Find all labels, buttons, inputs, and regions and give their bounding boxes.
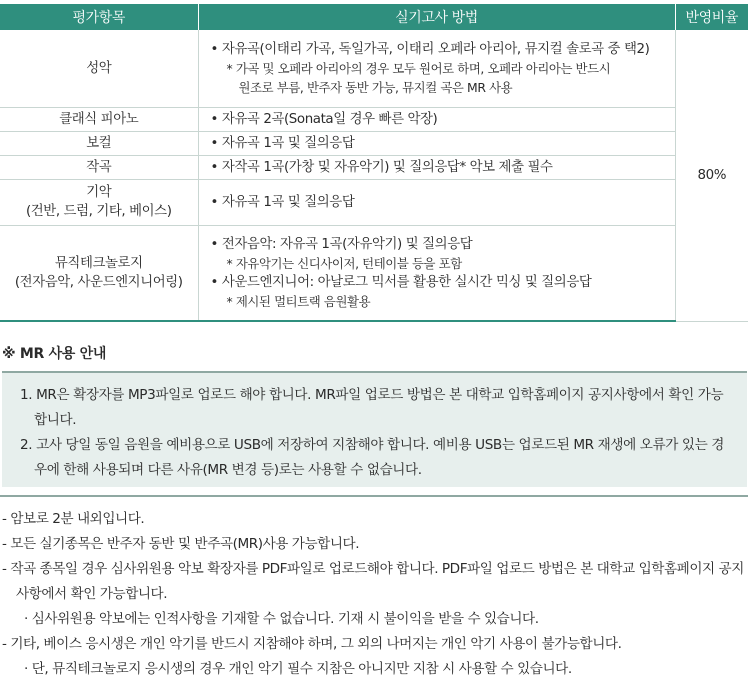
table-row xyxy=(0,155,748,179)
row-method xyxy=(198,179,675,225)
row-item: 기악 (건반, 드럼, 기타, 베이스) xyxy=(0,179,198,225)
divider xyxy=(0,495,748,497)
row-method xyxy=(198,107,675,131)
row-method xyxy=(198,225,675,321)
row-item: 클래식 피아노 xyxy=(0,107,198,131)
method-note: * 자유악기는 신디사이저, 턴테이블 등을 포함 xyxy=(226,255,462,271)
table-row xyxy=(0,107,748,131)
method-line: • 사운드엔지니어: 아날로그 믹서를 활용한 실시간 믹싱 및 질의응답 xyxy=(210,274,592,290)
table-row xyxy=(0,131,748,155)
table-header-row xyxy=(0,4,748,30)
method-line: • 자유곡(이태리 가곡, 독일가곡, 이태리 오페라 아리아, 뮤지컬 솔로곡 중 택2) xyxy=(210,41,650,57)
table-row xyxy=(0,225,748,321)
header-method: 실기고사 방법 xyxy=(198,4,675,30)
method-note: * 가곡 및 오페라 아리아의 경우 모두 원어로 하며, 오페라 아리아는 반드시 xyxy=(226,60,611,76)
rate-value: 80% xyxy=(675,30,748,321)
rule-subitem: · 심사위원용 악보에는 인적사항을 기재할 수 없습니다. 기재 시 불이익을 받을 수 있습니다. xyxy=(24,611,539,627)
row-item: 성악 xyxy=(0,30,198,107)
method-note: * 제시된 멀티트랙 음원활용 xyxy=(226,293,371,309)
header-item: 평가항목 xyxy=(0,4,198,30)
row-method xyxy=(198,30,675,107)
mr-notice-title: ※ MR 사용 안내 xyxy=(2,346,107,362)
mr-notice-box xyxy=(2,371,747,487)
evaluation-table xyxy=(0,4,748,322)
rules-list xyxy=(2,507,748,682)
method-line: • 전자음악: 자유곡 1곡(자유악기) 및 질의응답 xyxy=(210,236,473,252)
header-rate: 반영비율 xyxy=(675,4,748,30)
rule-item: - 모든 실기종목은 반주자 동반 및 반주곡(MR)사용 가능합니다. xyxy=(2,536,360,552)
rule-item: - 작곡 종목일 경우 심사위원용 악보 확장자를 PDF파일로 업로드해야 합니다. PDF파일 업로드 방법은 본 대학교 입학홈페이지 공지사항에서 확인 가능합니다. xyxy=(2,561,744,602)
method-note: 원조로 부름, 반주자 동반 가능, 뮤지컬 곡은 MR 사용 xyxy=(238,79,513,95)
rule-subitem: · 단, 뮤직테크놀로지 응시생의 경우 개인 악기 필수 지참은 아니지만 지참 시 사용할 수 있습니다. xyxy=(24,661,572,677)
mr-notice-item: 2. 고사 당일 동일 음원을 예비용으로 USB에 저장하여 지참해야 합니다. 예비용 USB는 업로드된 MR 재생에 오류가 있는 경우에 한해 사용되며 다른 사유(MR 변경 등)로는 사용할 수 없습니다. xyxy=(20,437,724,478)
table-row xyxy=(0,179,748,225)
row-method xyxy=(198,131,675,155)
table-row xyxy=(0,30,748,107)
row-item: 뮤직테크놀로지 (전자음악, 사운드엔지니어링) xyxy=(0,225,198,321)
rule-item: - 암보로 2분 내외입니다. xyxy=(2,511,145,527)
rule-item: - 기타, 베이스 응시생은 개인 악기를 반드시 지참해야 하며, 그 외의 나머지는 개인 악기 사용이 불가능합니다. xyxy=(2,636,622,652)
method-line: • 자작곡 1곡(가창 및 자유악기) 및 질의응답* 악보 제출 필수 xyxy=(210,159,553,175)
method-line: • 자유곡 2곡(Sonata일 경우 빠른 악장) xyxy=(210,111,438,127)
row-item: 작곡 xyxy=(0,155,198,179)
method-line: • 자유곡 1곡 및 질의응답 xyxy=(210,135,355,151)
method-line: • 자유곡 1곡 및 질의응답 xyxy=(210,194,355,210)
row-method xyxy=(198,155,675,179)
mr-notice-item: 1. MR은 확장자를 MP3파일로 업로드 해야 합니다. MR파일 업로드 방법은 본 대학교 입학홈페이지 공지사항에서 확인 가능합니다. xyxy=(20,387,724,428)
row-item: 보컬 xyxy=(0,131,198,155)
